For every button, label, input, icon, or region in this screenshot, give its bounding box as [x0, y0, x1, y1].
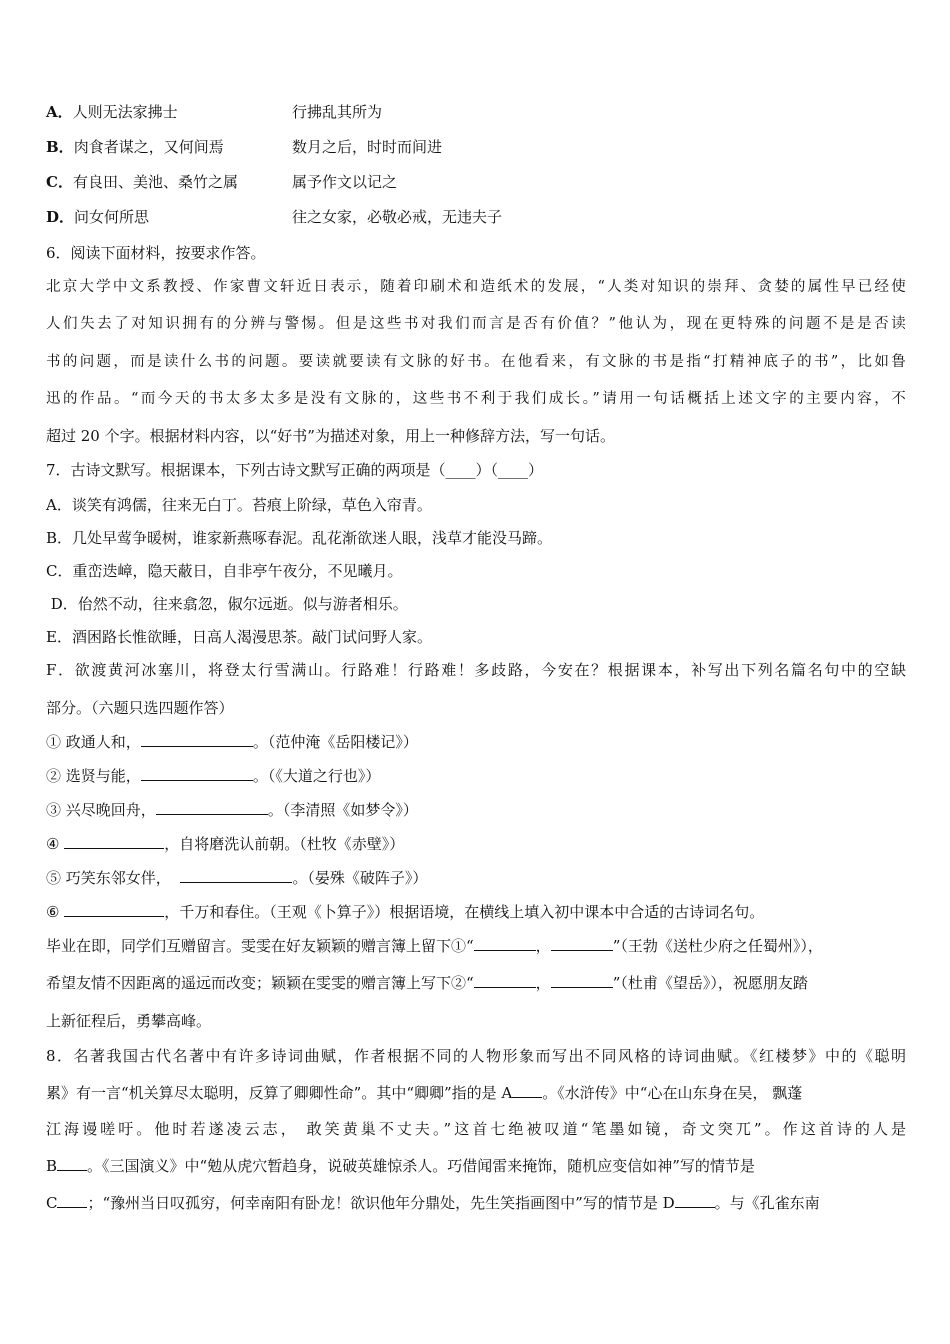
q8-text: C [46, 1194, 58, 1212]
q8-line-2 [46, 1082, 802, 1104]
answer-blank[interactable] [512, 1083, 542, 1098]
option-letter: A． [46, 103, 73, 121]
option-letter: B． [46, 138, 74, 156]
fill-item-5 [46, 867, 427, 889]
q7-option-c: C．重峦迭嶂，隐天蔽日，自非亭午夜分，不见曦月。 [46, 562, 403, 580]
q5-option-a [46, 101, 383, 123]
fill-item-6 [46, 901, 764, 923]
answer-blank[interactable] [57, 1193, 87, 1208]
item-post-text: ，千万和春住。（王观《卜算子》）根据语境，在横线上填入初中课本中合适的古诗词名句。 [164, 903, 765, 921]
q8-text: 。《水浒传》中“心在山东身在吴， 飘蓬 [542, 1084, 803, 1102]
item-pre-text: 巧笑东邻女伴， [65, 869, 171, 887]
answer-blank[interactable] [57, 1156, 87, 1171]
option-right-text: 属予作文以记之 [292, 173, 398, 191]
q7-option-e: E．酒困路长惟欲睡，日高人渴漫思茶。敲门试问野人家。 [46, 628, 432, 646]
q6-passage-line: 迅的作品。“而今天的书太多太多是没有文脉的，这些书不利于我们成长。”请用一句话概括上述文字的主要内容，不 [46, 391, 906, 407]
comma: ， [535, 937, 551, 955]
item-number: ③ [46, 801, 62, 819]
item-post-text: ，自将磨洗认前朝。（杜牧《赤壁》） [164, 835, 405, 853]
item-number: ⑤ [46, 869, 62, 887]
item-pre-text: 选贤与能， [65, 767, 141, 785]
item-pre-text: 兴尽晚回舟， [65, 801, 156, 819]
answer-blank[interactable] [180, 868, 292, 883]
context-line-3: 上新征程后，勇攀高峰。 [46, 1012, 212, 1030]
option-right-text: 往之女家，必敬必戒，无违夫子 [292, 208, 503, 226]
fill-item-4 [46, 833, 404, 855]
answer-blank[interactable] [551, 973, 613, 988]
q5-option-c [46, 171, 398, 193]
item-post-text: 。（晏殊《破阵子》） [292, 869, 428, 887]
q8-text: 累》有一言“机关算尽太聪明，反算了卿卿性命”。其中“卿卿”指的是 A [46, 1084, 513, 1102]
item-number: ④ [46, 835, 60, 853]
item-post-text: 。（《大道之行也》） [252, 767, 381, 785]
comma: ， [535, 974, 551, 992]
option-letter: C． [46, 173, 73, 191]
q6-heading: 6．阅读下面材料，按要求作答。 [46, 244, 266, 262]
answer-blank[interactable] [156, 800, 268, 815]
option-right-text: 数月之后，时时而间进 [292, 138, 443, 156]
q6-passage-line: 人们失去了对知识拥有的分辨与警惕。但是这些书对我们而言是否有价值？”他认为，现在更特殊的问题不是是否读 [46, 316, 906, 332]
item-number: ① [46, 733, 62, 751]
context-text: ”（杜甫《望岳》），祝愿朋友踏 [612, 974, 808, 992]
q8-line-1: 8．名著我国古代名著中有许多诗词曲赋，作者根据不同的人物形象而写出不同风格的诗词曲赋。《红楼梦》中的《聪明 [46, 1047, 906, 1065]
answer-blank[interactable] [64, 902, 164, 917]
answer-blank[interactable] [64, 834, 164, 849]
fill-item-3 [46, 799, 418, 821]
item-number: ② [46, 767, 62, 785]
option-left-text: 肉食者谋之，又何间焉 [73, 138, 224, 156]
q7-option-b: B．几处早莺争暖树，谁家新燕啄春泥。乱花渐欲迷人眼，浅草才能没马蹄。 [46, 529, 553, 547]
q7-option-a: A．谈笑有鸿儒，往来无白丁。苔痕上阶绿，草色入帘青。 [46, 496, 432, 514]
answer-blank[interactable] [141, 766, 253, 781]
context-line-2 [46, 972, 808, 994]
q7-heading: 7．古诗文默写。根据课本，下列古诗文默写正确的两项是（____）（____） [46, 461, 544, 479]
context-text: 毕业在即，同学们互赠留言。雯雯在好友颖颖的赠言簿上留下①“ [46, 937, 474, 955]
answer-blank[interactable] [551, 936, 613, 951]
q8-line-3: 江海谩嗟吁。他时若遂凌云志， 敢笑黄巢不丈夫。”这首七绝被叹道“笔墨如镜，奇文突兀”。作这首诗的人是 [46, 1120, 906, 1138]
q6-last-line: 超过 20 个字。根据材料内容，以“好书”为描述对象，用上一种修辞方法，写一句话。 [46, 427, 615, 445]
q7-option-f-cont: 部分。（六题只选四题作答） [46, 699, 234, 717]
q7-option-d: D．佁然不动，往来翕忽，俶尔远逝。似与游者相乐。 [46, 595, 408, 613]
q8-line-4 [46, 1155, 755, 1177]
answer-blank[interactable] [474, 936, 536, 951]
q6-passage-line: 书的问题，而是读什么书的问题。要读就要读有文脉的好书。在他看来，有文脉的书是指“打精神底子的书”，比如鲁 [46, 354, 906, 370]
q8-text: ；“豫州当日叹孤穷，何幸南阳有卧龙！欲识他年分鼎处，先生笑指画图中”写的情节是 D [87, 1194, 675, 1212]
item-number: ⑥ [46, 903, 60, 921]
context-text: 希望友情不因距离的遥远而改变；颖颖在雯雯的赠言簿上写下②“ [46, 974, 474, 992]
option-left-text: 人则无法家拂士 [72, 103, 178, 121]
context-line-1 [46, 935, 823, 957]
option-left-text: 有良田、美池、桑竹之属 [72, 173, 238, 191]
answer-blank[interactable] [474, 973, 536, 988]
fill-item-1 [46, 731, 418, 753]
q6-passage-line: 北京大学中文系教授、作家曹文轩近日表示，随着印刷术和造纸术的发展，“人类对知识的崇拜、贪婪的属性早已经使 [46, 279, 906, 295]
item-post-text: 。（李清照《如梦令》） [267, 801, 418, 819]
option-letter: D． [46, 208, 75, 226]
item-post-text: 。（范仲淹《岳阳楼记》） [252, 733, 418, 751]
q5-option-d [46, 206, 503, 228]
q5-option-b [46, 136, 443, 158]
q8-text: 。与《孔雀东南 [714, 1194, 820, 1212]
answer-blank[interactable] [141, 732, 253, 747]
answer-blank[interactable] [675, 1193, 715, 1208]
context-text: ”（王勃《送杜少府之任蜀州》）， [612, 937, 823, 955]
q7-option-f: F．欲渡黄河冰塞川，将登太行雪满山。行路难！行路难！多歧路，今安在？根据课本，补写出下列名篇名句中的空缺 [46, 661, 906, 679]
q8-text: B [46, 1157, 58, 1175]
q8-line-5 [46, 1192, 820, 1214]
option-right-text: 行拂乱其所为 [292, 103, 383, 121]
item-pre-text: 政通人和， [65, 733, 141, 751]
fill-item-2 [46, 765, 380, 787]
q8-text: 。《三国演义》中“勉从虎穴暂趋身，说破英雄惊杀人。巧借闻雷来掩饰，随机应变信如神”写的情节是 [87, 1157, 755, 1175]
option-left-text: 问女何所思 [74, 208, 150, 226]
